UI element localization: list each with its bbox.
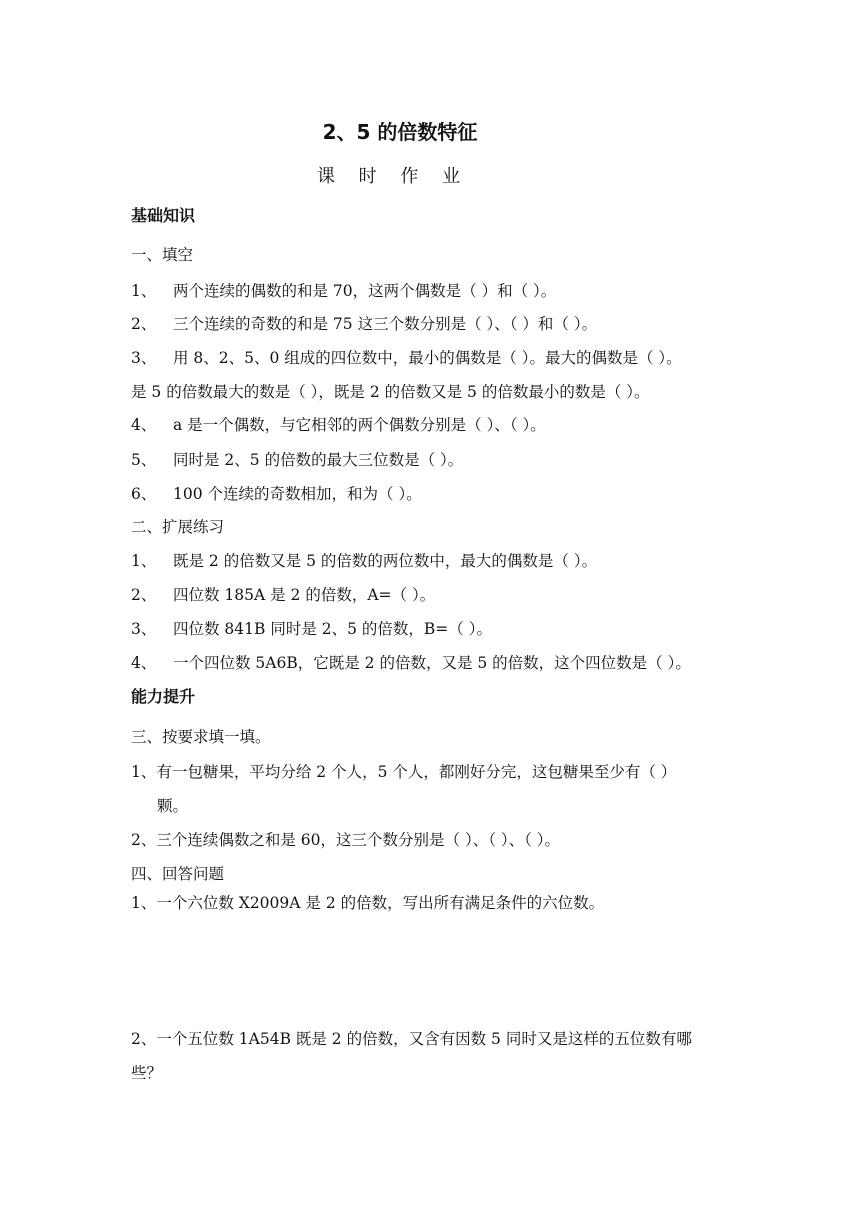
item-text: 两个连续的偶数的和是 70，这两个偶数是（ ）和（ ）。 bbox=[173, 282, 557, 300]
part1-item-3-continued bbox=[131, 382, 650, 402]
item-text: 同时是 2、5 的倍数的最大三位数是（ ）。 bbox=[173, 451, 464, 469]
part2-heading: 二、扩展练习 bbox=[131, 518, 225, 536]
item-number: 2、 bbox=[131, 315, 157, 333]
section-basic-heading: 基础知识 bbox=[131, 206, 196, 225]
page-title: 2、5 的倍数特征 bbox=[322, 120, 478, 144]
part3-heading: 三、按要求填一填。 bbox=[131, 728, 271, 746]
item-text: a 是一个偶数，与它相邻的两个偶数分别是（ ）、（ ）。 bbox=[173, 416, 546, 434]
part3-question-2: 2、三个连续偶数之和是 60，这三个数分别是（ ）、（ ）、（ ）。 bbox=[131, 831, 561, 849]
part1-heading: 一、填空 bbox=[131, 246, 194, 264]
part1-item-1 bbox=[131, 281, 556, 301]
item-text: 既是 2 的倍数又是 5 的倍数的两位数中，最大的偶数是（ ）。 bbox=[173, 552, 598, 570]
item-text: 用 8、2、5、0 组成的四位数中，最小的偶数是（ ）。最大的偶数是（ ）。 bbox=[173, 349, 682, 367]
part4-question-2: 2、一个五位数 1A54B 既是 2 的倍数，又含有因数 5 同时又是这样的五位数有哪 bbox=[131, 1030, 692, 1048]
part3-question-1: 1、有一包糖果，平均分给 2 个人，5 个人，都刚好分完，这包糖果至少有（ ） bbox=[131, 763, 677, 781]
item-text: 是 5 的倍数最大的数是（ ），既是 2 的倍数又是 5 的倍数最小的数是（ ）。 bbox=[131, 383, 650, 401]
item-text: 三个连续的奇数的和是 75 这三个数分别是（ ）、（ ）和（ ）。 bbox=[173, 315, 598, 333]
item-number: 1、 bbox=[131, 552, 157, 570]
part2-item-1 bbox=[131, 551, 597, 571]
item-number: 5、 bbox=[131, 451, 157, 469]
page-subtitle: 课 时 作 业 bbox=[316, 166, 470, 187]
part2-item-2 bbox=[131, 585, 435, 605]
item-text: 一个四位数 5A6B，它既是 2 的倍数，又是 5 的倍数，这个四位数是（ ）。 bbox=[173, 654, 691, 672]
part2-item-3 bbox=[131, 619, 492, 639]
part1-item-4 bbox=[131, 415, 546, 435]
item-number: 3、 bbox=[131, 620, 157, 638]
item-text: 100 个连续的奇数相加，和为（ ）。 bbox=[173, 485, 422, 503]
item-text: 四位数 841B 同时是 2、5 的倍数，B=（ ）。 bbox=[173, 620, 492, 638]
item-number: 6、 bbox=[131, 485, 157, 503]
section-ability-heading: 能力提升 bbox=[131, 687, 196, 706]
item-number: 4、 bbox=[131, 654, 157, 672]
item-number: 4、 bbox=[131, 416, 157, 434]
item-number: 2、 bbox=[131, 586, 157, 604]
part4-question-2-continued: 些？ bbox=[131, 1064, 163, 1082]
item-number: 1、 bbox=[131, 282, 157, 300]
part1-item-3 bbox=[131, 348, 682, 368]
part2-item-4 bbox=[131, 653, 691, 673]
part1-item-5 bbox=[131, 450, 463, 470]
part1-item-6 bbox=[131, 484, 422, 504]
part3-question-1-continued: 颗。 bbox=[157, 797, 189, 815]
part4-question-1: 1、一个六位数 X2009A 是 2 的倍数，写出所有满足条件的六位数。 bbox=[131, 894, 605, 912]
item-number: 3、 bbox=[131, 349, 157, 367]
part4-heading: 四、回答问题 bbox=[131, 865, 225, 883]
item-text: 四位数 185A 是 2 的倍数，A=（ ）。 bbox=[173, 586, 436, 604]
part1-item-2 bbox=[131, 314, 597, 334]
